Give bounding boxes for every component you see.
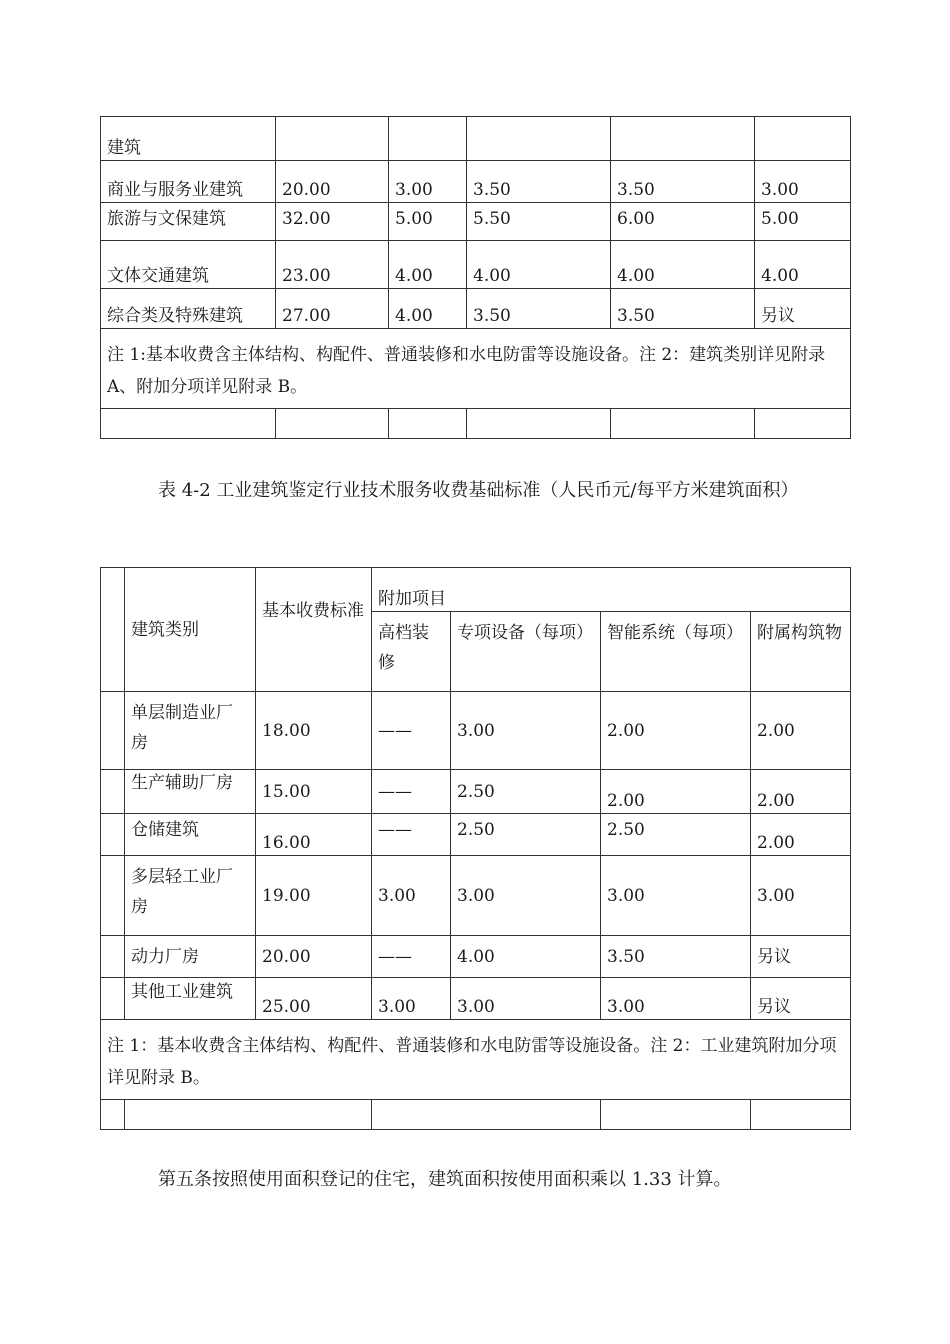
table-cell: 2.50	[601, 814, 751, 856]
table-cell: 23.00	[276, 241, 389, 289]
table-cell: ——	[372, 692, 451, 770]
industrial-fee-table	[100, 567, 851, 1130]
table-row	[101, 936, 851, 978]
table-cell: 旅游与文保建筑	[101, 203, 276, 241]
table-row	[101, 692, 851, 770]
header-sub: 高档装修	[372, 612, 451, 692]
table-row	[101, 770, 851, 814]
table-row	[101, 1100, 851, 1130]
table-cell: 3.50	[611, 161, 755, 203]
table-cell: 3.50	[467, 289, 611, 329]
table-cell: 5.00	[389, 203, 467, 241]
table-note-row	[101, 1020, 851, 1100]
table-cell: 3.50	[467, 161, 611, 203]
table-cell	[611, 117, 755, 161]
table-cell	[611, 409, 755, 439]
table-cell	[101, 978, 125, 1020]
table-cell: 商业与服务业建筑	[101, 161, 276, 203]
table-cell: 16.00	[256, 814, 372, 856]
table-cell: 20.00	[256, 936, 372, 978]
table-cell: 4.00	[467, 241, 611, 289]
table-cell	[101, 409, 276, 439]
table-header-row	[101, 568, 851, 612]
table-cell	[755, 117, 851, 161]
table-cell: 27.00	[276, 289, 389, 329]
table-cell	[101, 1100, 125, 1130]
table-row	[101, 289, 851, 329]
table-cell: 5.50	[467, 203, 611, 241]
table-cell: ——	[372, 814, 451, 856]
table-cell: 仓储建筑	[125, 814, 256, 856]
table-row	[101, 117, 851, 161]
table-cell: 32.00	[276, 203, 389, 241]
table-cell	[389, 409, 467, 439]
table-cell	[372, 1100, 601, 1130]
table-cell: 3.00	[451, 692, 601, 770]
table-cell: 19.00	[256, 856, 372, 936]
table-cell: 2.00	[751, 692, 851, 770]
table-cell: 4.00	[451, 936, 601, 978]
header-sub: 专项设备（每项）	[451, 612, 601, 692]
table-row	[101, 409, 851, 439]
table-cell	[276, 117, 389, 161]
table-cell: 6.00	[611, 203, 755, 241]
table-cell: 3.00	[372, 978, 451, 1020]
article-paragraph: 第五条按照使用面积登记的住宅，建筑面积按使用面积乘以 1.33 计算。	[158, 1169, 732, 1190]
table-cell: 4.00	[755, 241, 851, 289]
table-cell	[101, 568, 125, 692]
table-cell: 2.00	[601, 692, 751, 770]
header-addon: 附加项目	[372, 568, 851, 612]
table-cell: 生产辅助厂房	[125, 770, 256, 814]
table-cell	[101, 692, 125, 770]
table-cell: 多层轻工业厂房	[125, 856, 256, 936]
header-category: 建筑类别	[125, 568, 256, 692]
table-cell: 2.50	[451, 814, 601, 856]
table-cell: 4.00	[389, 241, 467, 289]
table-cell	[101, 770, 125, 814]
table-cell: 另议	[751, 978, 851, 1020]
table-cell: 综合类及特殊建筑	[101, 289, 276, 329]
table-row	[101, 241, 851, 289]
table-cell	[389, 117, 467, 161]
table-cell: 3.50	[611, 289, 755, 329]
table-note-row	[101, 329, 851, 409]
table-cell: 单层制造业厂房	[125, 692, 256, 770]
table-row	[101, 203, 851, 241]
table-cell: 15.00	[256, 770, 372, 814]
table-row	[101, 161, 851, 203]
table-cell: 20.00	[276, 161, 389, 203]
table-cell: ——	[372, 936, 451, 978]
table-cell	[276, 409, 389, 439]
table-cell: 2.00	[751, 770, 851, 814]
table-cell: 其他工业建筑	[125, 978, 256, 1020]
table-row	[101, 856, 851, 936]
table-cell: 3.00	[451, 978, 601, 1020]
table-cell: 3.00	[451, 856, 601, 936]
table-row	[101, 978, 851, 1020]
table-cell: 2.00	[751, 814, 851, 856]
table-note: 注 1：基本收费含主体结构、构配件、普通装修和水电防雷等设施设备。注 2：工业建筑附加分项详见附录 B。	[101, 1020, 851, 1100]
table-cell: 建筑	[101, 117, 276, 161]
table-cell	[101, 814, 125, 856]
table-cell: 18.00	[256, 692, 372, 770]
table-cell	[125, 1100, 372, 1130]
table-cell: 4.00	[611, 241, 755, 289]
table-cell	[101, 936, 125, 978]
table-cell: 另议	[751, 936, 851, 978]
table-cell: 2.00	[601, 770, 751, 814]
table-cell: 动力厂房	[125, 936, 256, 978]
header-sub: 智能系统（每项）	[601, 612, 751, 692]
header-base-fee: 基本收费标准	[256, 568, 372, 692]
table-cell	[467, 409, 611, 439]
table-cell: ——	[372, 770, 451, 814]
table-cell: 3.00	[751, 856, 851, 936]
table-cell	[101, 856, 125, 936]
table-cell	[467, 117, 611, 161]
table-cell: 另议	[755, 289, 851, 329]
table-cell: 3.00	[755, 161, 851, 203]
table-cell: 4.00	[389, 289, 467, 329]
table-cell: 3.00	[372, 856, 451, 936]
table-cell	[751, 1100, 851, 1130]
table-cell: 文体交通建筑	[101, 241, 276, 289]
table-caption: 表 4-2 工业建筑鉴定行业技术服务收费基础标准（人民币元/每平方米建筑面积）	[158, 480, 799, 501]
table-cell: 3.00	[601, 856, 751, 936]
table-cell: 5.00	[755, 203, 851, 241]
table-row	[101, 814, 851, 856]
table-cell: 3.00	[389, 161, 467, 203]
table-cell	[755, 409, 851, 439]
header-sub: 附属构筑物	[751, 612, 851, 692]
table-cell: 3.00	[601, 978, 751, 1020]
building-fee-table-continued	[100, 116, 851, 439]
table-cell	[601, 1100, 751, 1130]
table-cell: 3.50	[601, 936, 751, 978]
table-cell: 2.50	[451, 770, 601, 814]
table-cell: 25.00	[256, 978, 372, 1020]
table-note: 注 1:基本收费含主体结构、构配件、普通装修和水电防雷等设施设备。注 2：建筑类别详见附录 A、附加分项详见附录 B。	[101, 329, 851, 409]
